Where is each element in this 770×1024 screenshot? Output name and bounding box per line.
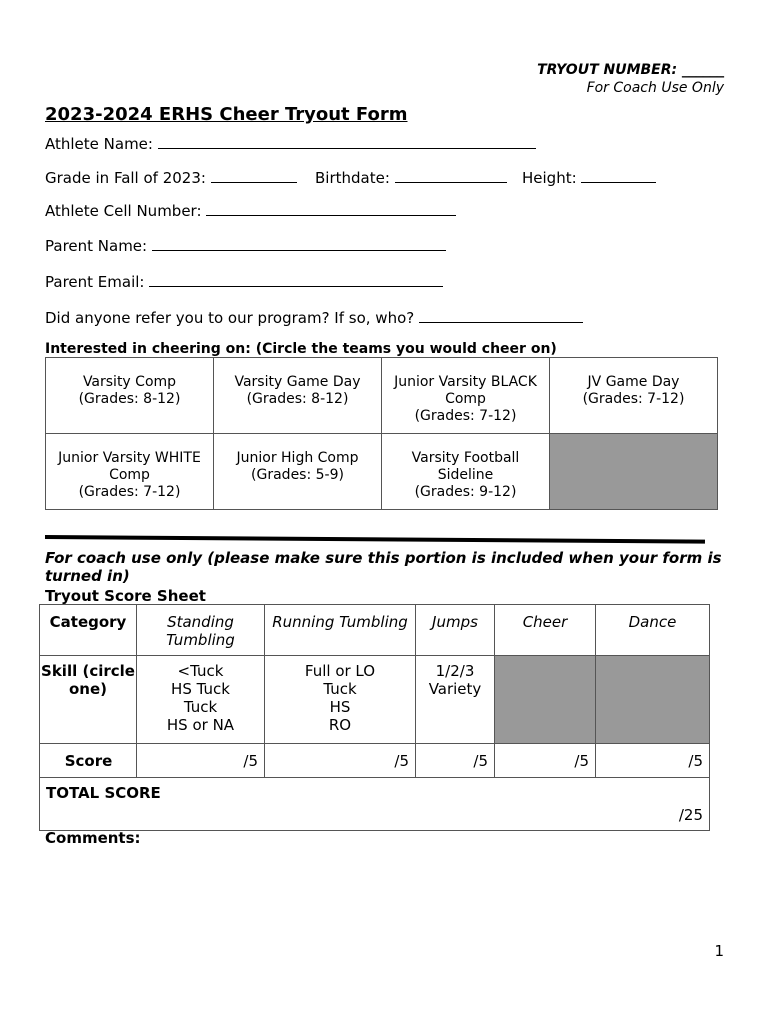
athlete-name-field — [45, 134, 536, 153]
comments-label: Comments: — [45, 829, 141, 847]
total-score-label: TOTAL SCORE — [46, 784, 161, 802]
skill-option[interactable]: HS Tuck — [171, 680, 230, 698]
total-score-value: /25 — [678, 806, 703, 824]
running-tumbling-header: Running Tumbling — [265, 605, 416, 656]
skill-option[interactable]: Tuck — [183, 698, 218, 716]
cheer-skill-empty — [495, 656, 596, 744]
cell-line[interactable] — [206, 201, 456, 216]
score-header-row — [40, 605, 710, 656]
category-header: Category — [40, 605, 137, 656]
standing-tumbling-header: Standing Tumbling — [137, 605, 265, 656]
cheer-score[interactable]: /5 — [495, 744, 596, 778]
team-grades: (Grades: 9-12) — [414, 484, 517, 500]
team-name: Junior Varsity BLACK Comp — [394, 374, 537, 407]
athlete-name-label: Athlete Name: — [45, 135, 153, 153]
team-name: Varsity Comp — [82, 374, 177, 390]
team-cell-varsity-game-day[interactable] — [214, 358, 382, 434]
total-score-cell[interactable] — [40, 778, 710, 831]
height-field — [522, 168, 656, 187]
height-line[interactable] — [581, 168, 656, 183]
cell-label: Athlete Cell Number: — [45, 202, 202, 220]
team-name: JV Game Day — [587, 374, 680, 390]
team-cell-jv-black-comp[interactable] — [382, 358, 550, 434]
team-grades: (Grades: 7-12) — [414, 408, 517, 424]
teams-heading: Interested in cheering on: (Circle the teams you would cheer on) — [45, 341, 557, 357]
team-name: Varsity Football Sideline — [411, 450, 520, 483]
referral-line[interactable] — [419, 308, 583, 323]
score-label: Score — [40, 744, 137, 778]
teams-table — [45, 357, 718, 510]
team-cell-jv-game-day[interactable] — [550, 358, 718, 434]
referral-label: Did anyone refer you to our program? If so, who? — [45, 309, 415, 327]
skill-option[interactable]: HS — [329, 698, 351, 716]
cheer-header: Cheer — [495, 605, 596, 656]
coach-use-instruction: For coach use only (please make sure this portion is included when your form is turned in) — [45, 549, 722, 585]
birthdate-label: Birthdate: — [315, 169, 390, 187]
jumps-header: Jumps — [416, 605, 495, 656]
skill-label: Skill (circle one) — [40, 656, 137, 744]
jumps-score[interactable]: /5 — [416, 744, 495, 778]
grade-field — [45, 168, 297, 187]
referral-field — [45, 308, 583, 327]
team-grades: (Grades: 5-9) — [251, 467, 344, 483]
dance-score[interactable]: /5 — [596, 744, 710, 778]
running-skill-options — [265, 656, 416, 744]
parent-name-label: Parent Name: — [45, 237, 148, 255]
teams-row — [46, 358, 718, 434]
jumps-skill-options — [416, 656, 495, 744]
skill-option[interactable]: <Tuck — [177, 662, 224, 680]
parent-name-line[interactable] — [152, 236, 446, 251]
coach-use-note: For Coach Use Only — [586, 80, 724, 96]
tryout-number: TRYOUT NUMBER: ______ — [537, 62, 724, 78]
parent-name-field — [45, 236, 446, 255]
birthdate-field — [315, 168, 507, 187]
grade-label: Grade in Fall of 2023: — [45, 169, 206, 187]
skill-option[interactable]: 1/2/3 — [435, 662, 475, 680]
team-cell-varsity-football-sideline[interactable] — [382, 434, 550, 510]
team-cell-varsity-comp[interactable] — [46, 358, 214, 434]
parent-email-label: Parent Email: — [45, 273, 145, 291]
team-grades: (Grades: 7-12) — [78, 484, 181, 500]
athlete-name-line[interactable] — [158, 134, 536, 149]
team-grades: (Grades: 8-12) — [78, 391, 181, 407]
height-label: Height: — [522, 169, 577, 187]
dance-skill-empty — [596, 656, 710, 744]
team-name: Junior Varsity WHITE Comp — [58, 450, 201, 483]
running-score[interactable]: /5 — [265, 744, 416, 778]
team-grades: (Grades: 7-12) — [582, 391, 685, 407]
skill-option[interactable]: HS or NA — [166, 716, 235, 734]
team-name: Junior High Comp — [236, 450, 359, 466]
team-cell-junior-high-comp[interactable] — [214, 434, 382, 510]
grade-line[interactable] — [211, 168, 297, 183]
skill-option[interactable]: Tuck — [323, 680, 357, 698]
skill-option[interactable]: Variety — [428, 680, 482, 698]
parent-email-field — [45, 272, 443, 291]
team-cell-empty — [550, 434, 718, 510]
cell-field — [45, 201, 456, 220]
score-sheet-title: Tryout Score Sheet — [45, 587, 206, 605]
standing-skill-options — [137, 656, 265, 744]
skill-option[interactable]: RO — [328, 716, 352, 734]
team-cell-jv-white-comp[interactable] — [46, 434, 214, 510]
parent-email-line[interactable] — [149, 272, 443, 287]
score-row — [40, 744, 710, 778]
section-divider — [45, 535, 705, 544]
standing-score[interactable]: /5 — [137, 744, 265, 778]
teams-row — [46, 434, 718, 510]
birthdate-line[interactable] — [395, 168, 507, 183]
skill-row — [40, 656, 710, 744]
dance-header: Dance — [596, 605, 710, 656]
team-grades: (Grades: 8-12) — [246, 391, 349, 407]
page-number: 1 — [714, 942, 724, 960]
team-name: Varsity Game Day — [234, 374, 361, 390]
total-row — [40, 778, 710, 831]
score-table — [39, 604, 710, 831]
skill-option[interactable]: Full or LO — [304, 662, 376, 680]
page-title: 2023-2024 ERHS Cheer Tryout Form — [45, 104, 408, 125]
